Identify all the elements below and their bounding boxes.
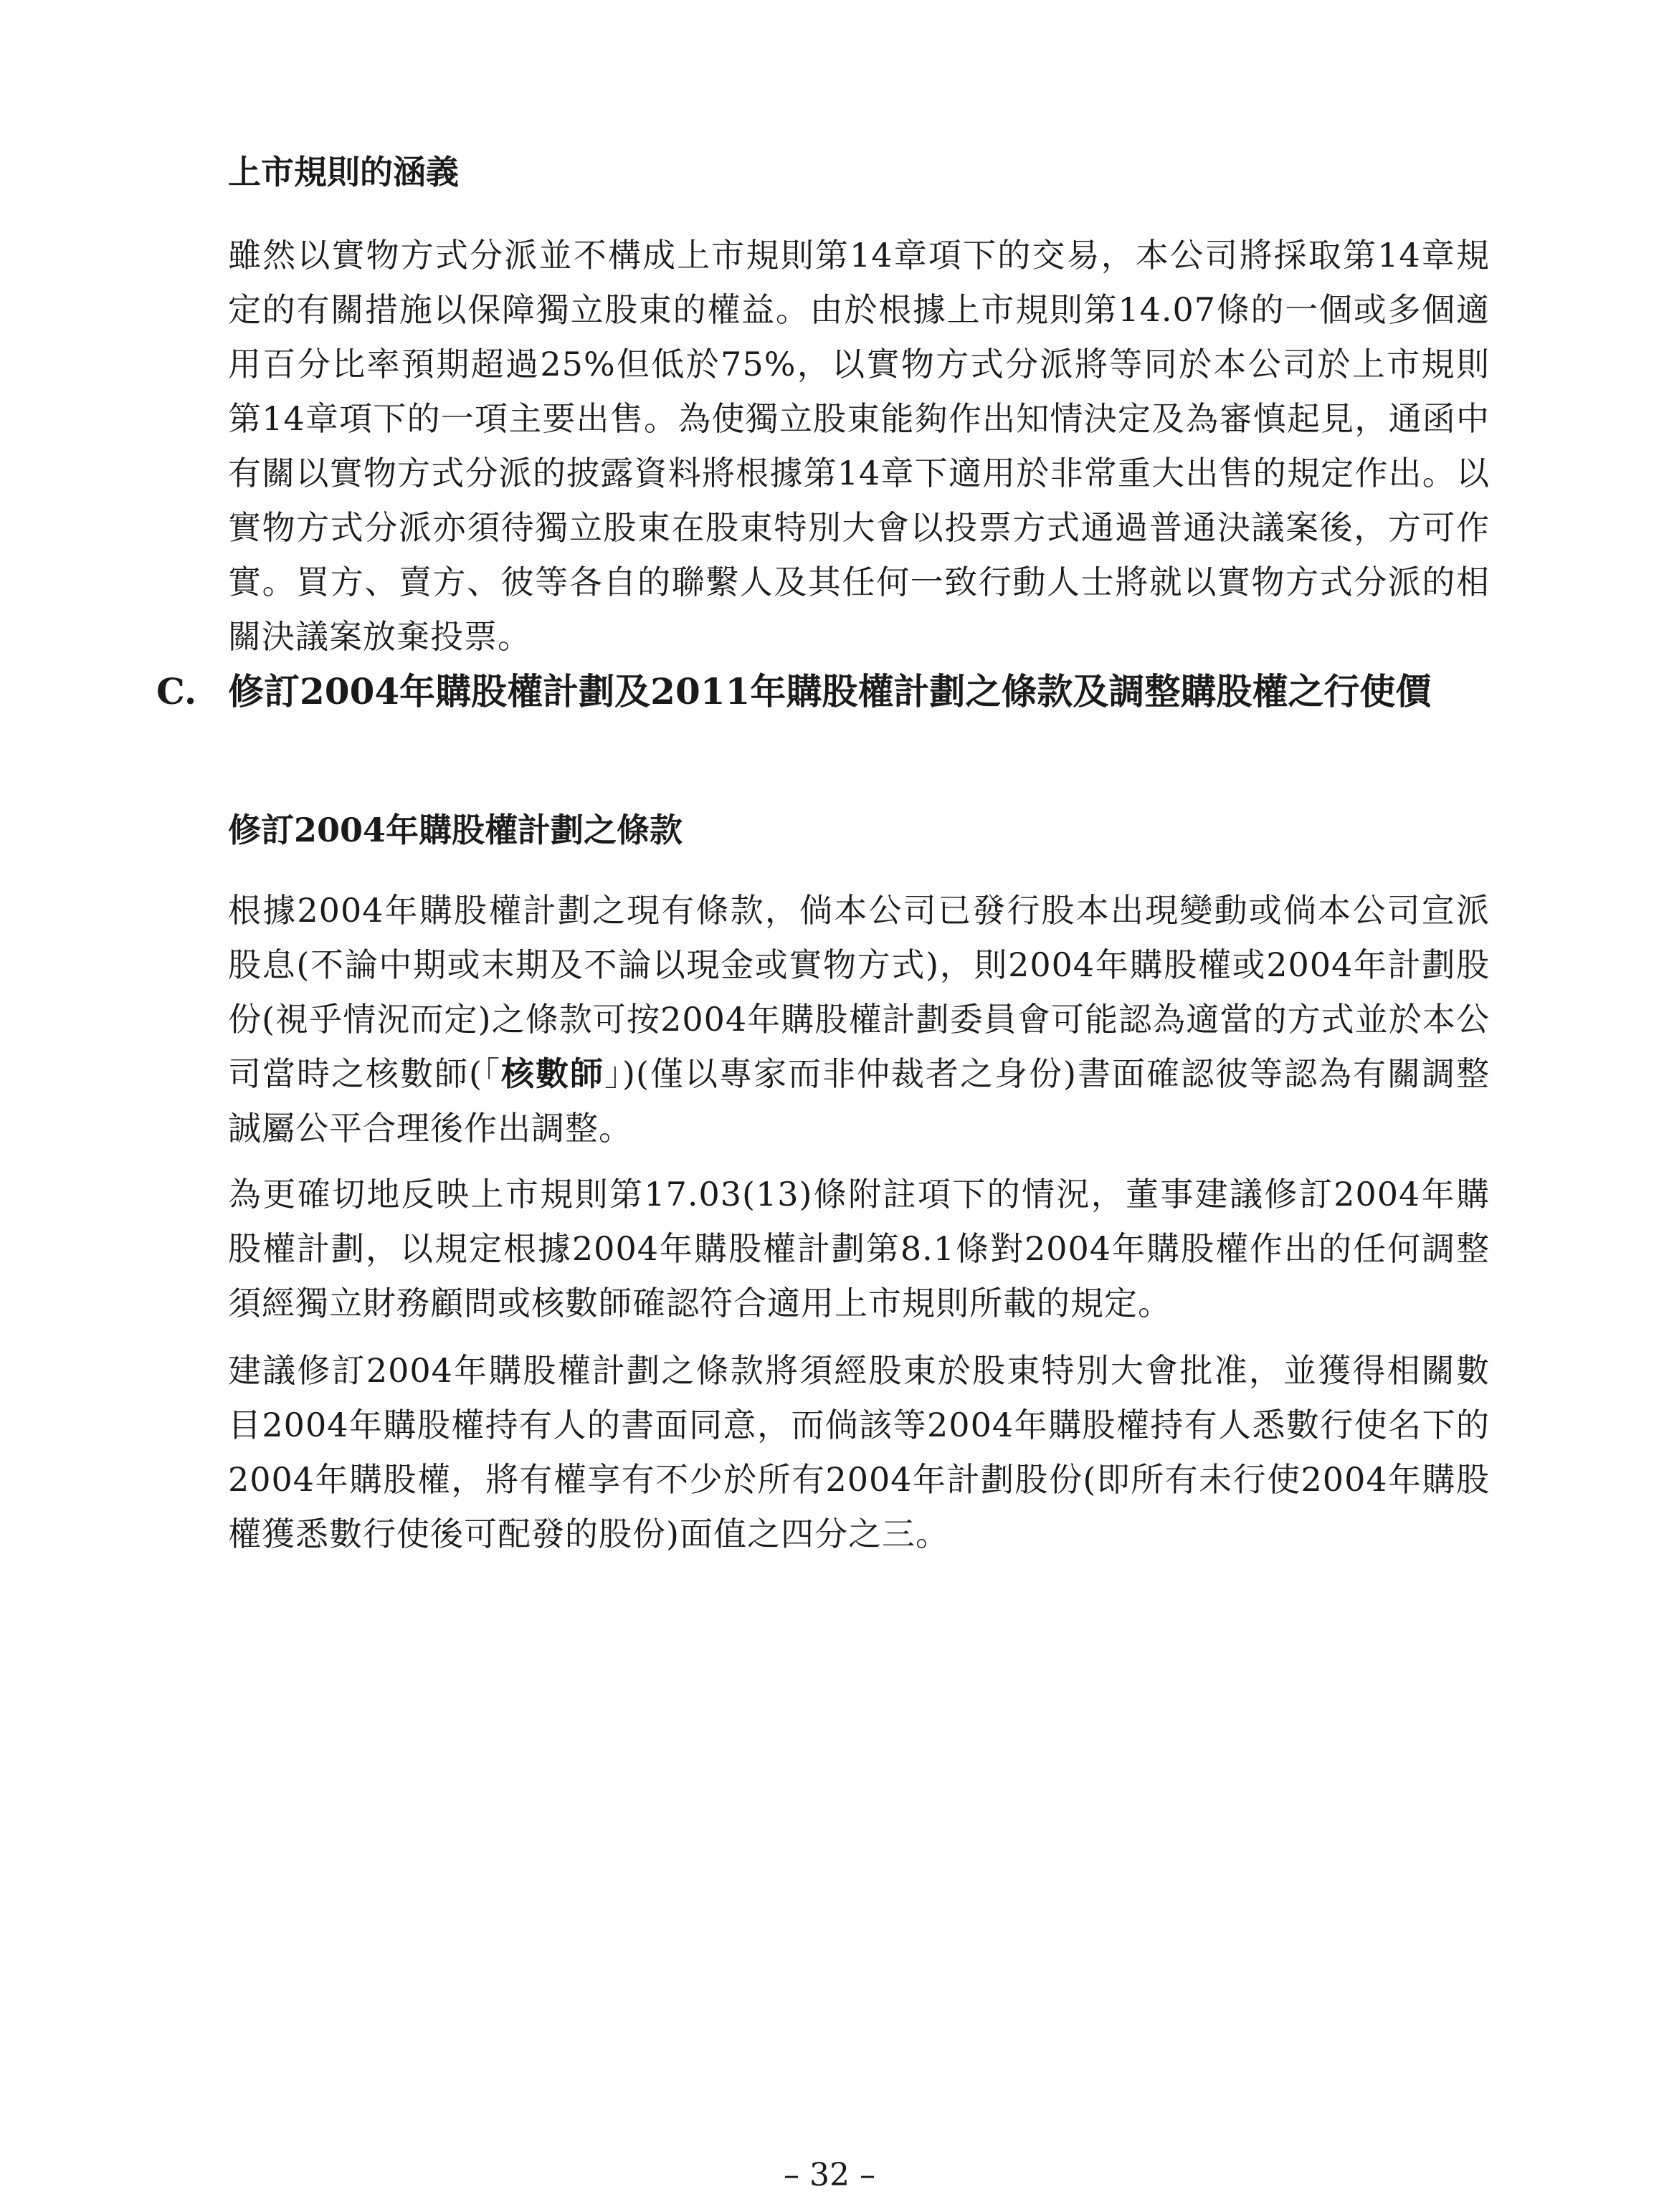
section-c-title: 修訂2004年購股權計劃及2011年購股權計劃之條款及調整購股權之行使價 — [228, 670, 1432, 712]
paragraph-1-text-before: 根據2004年購股權計劃之現有條款，倘本公司已發行股本出現變動或倘本公司宣派股息(不論中期或末期及不論以現金或實物方式)，則2004年購股權或2004年計劃股份(視乎情況而定)之條款可按2004年購股權計劃委員會可能認為適當的方式並於本公司當時之核數師(「 — [228, 891, 1490, 1093]
listing-rules-heading: 上市規則的涵義 — [228, 153, 459, 191]
amend-terms-heading: 修訂2004年購股權計劃之條款 — [228, 811, 683, 849]
amend-terms-paragraph-3: 建議修訂2004年購股權計劃之條款將須經股東於股東特別大會批准，並獲得相關數目2004年購股權持有人的書面同意，而倘該等2004年購股權持有人悉數行使名下的2004年購股權，將有權享有不少於所有2004年計劃股份(即所有未行使2004年購股權獲悉數行使後可配發的股份)面值之四分之三。 — [228, 1351, 1490, 1553]
section-c-heading — [156, 665, 1504, 718]
amend-terms-paragraph-1 — [228, 883, 1490, 1155]
section-c-letter: C. — [156, 670, 197, 712]
paragraph-1-text-after: 」)(僅以專家而非仲裁者之身份)書面確認彼等認為有關調整誠屬公平合理後作出調整。 — [228, 1054, 1491, 1148]
listing-rules-paragraph: 雖然以實物方式分派並不構成上市規則第14章項下的交易，本公司將採取第14章規定的有關措施以保障獨立股東的權益。由於根據上市規則第14.07條的一個或多個適用百分比率預期超過25%但低於75%，以實物方式分派將等同於本公司於上市規則第14章項下的一項主要出售。為使獨立股東能夠作出知情決定及為審慎起見，通函中有關以實物方式分派的披露資料將根據第14章下適用於非常重大出售的規定作出。以實物方式分派亦須待獨立股東在股東特別大會以投票方式通過普通決議案後，方可作實。買方、賣方、彼等各自的聯繫人及其任何一致行動人士將就以實物方式分派的相關決議案放棄投票。 — [228, 236, 1490, 656]
auditor-defined-term: 核數師 — [501, 1054, 605, 1093]
amend-terms-paragraph-2: 為更確切地反映上市規則第17.03(13)條附註項下的情況，董事建議修訂2004年購股權計劃，以規定根據2004年購股權計劃第8.1條對2004年購股權作出的任何調整須經獨立財務顧問或核數師確認符合適用上市規則所載的規定。 — [228, 1175, 1490, 1322]
page-number: – 32 – — [784, 2157, 875, 2193]
